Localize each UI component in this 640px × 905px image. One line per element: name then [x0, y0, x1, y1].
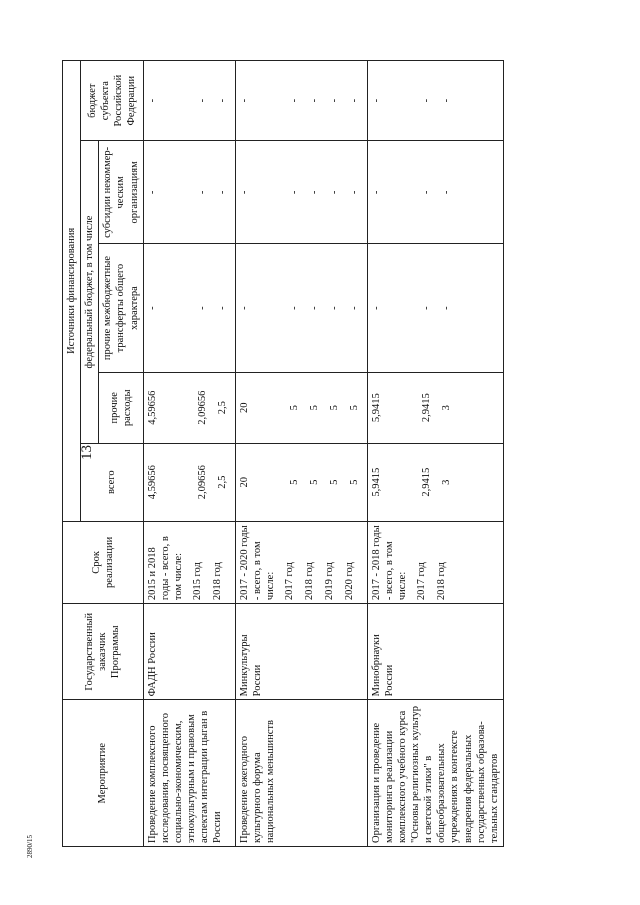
cell-term — [235, 521, 367, 603]
line-regional: - — [146, 98, 158, 103]
cell-other-expenses — [367, 372, 503, 443]
line-transfers: - — [370, 306, 382, 310]
footer-code: 2890/15 — [26, 835, 34, 858]
line-transfers: - — [348, 306, 360, 310]
line-term: 2017 - 2018 годы - всего, в том числе: — [370, 525, 408, 601]
line-subsidies: - — [328, 190, 340, 195]
page-number: 13 — [79, 445, 95, 460]
line-term: 2018 год — [436, 562, 447, 601]
header-activity: Мероприятие — [63, 700, 144, 847]
header-customer: Государственный заказчик Программы — [63, 604, 144, 700]
table-row — [235, 61, 367, 847]
line-term: 2015 и 2018 годы - всего, в том числе: — [146, 536, 184, 601]
cell-other-expenses — [143, 372, 235, 443]
line-other: 2,09656 — [196, 390, 208, 425]
line-term: 2018 год — [212, 562, 223, 601]
line-other: 5 — [308, 405, 320, 411]
cell-regional — [235, 61, 367, 141]
line-transfers: - — [328, 306, 340, 310]
cell-transfers — [235, 244, 367, 372]
line-term: 2015 год — [192, 562, 203, 601]
line-transfers: - — [440, 306, 452, 310]
line-regional: - — [420, 98, 432, 103]
cell-subsidies — [143, 141, 235, 244]
line-term: 2017 год — [416, 562, 427, 601]
line-transfers: - — [288, 306, 300, 310]
line-term: 2017 год — [284, 562, 295, 601]
line-term: 2020 год — [344, 562, 355, 601]
cell-customer: Минобрнауки России — [367, 604, 503, 700]
header-other-expenses: прочие расходы — [99, 372, 143, 443]
line-regional: - — [328, 98, 340, 103]
line-other: 5 — [328, 405, 340, 411]
line-other: 5 — [348, 405, 360, 411]
cell-total — [367, 443, 503, 521]
line-regional: - — [308, 98, 320, 103]
cell-activity: Проведение ежегодного культурного форума национальных меньшинств — [235, 700, 367, 847]
line-other: 5 — [288, 405, 300, 411]
line-regional: - — [440, 98, 452, 103]
line-regional: - — [370, 98, 382, 103]
line-regional: - — [216, 98, 228, 103]
line-term: 2019 год — [324, 562, 335, 601]
line-total: 4,59656 — [146, 465, 158, 500]
line-other: 5,9415 — [370, 393, 382, 423]
line-total: 2,9415 — [420, 467, 432, 497]
line-other: 2,5 — [216, 401, 228, 415]
cell-customer: ФАДН России — [143, 604, 235, 700]
line-regional: - — [288, 98, 300, 103]
cell-total — [235, 443, 367, 521]
cell-transfers — [367, 244, 503, 372]
line-total: 5 — [288, 479, 300, 485]
line-subsidies: - — [370, 190, 382, 195]
line-subsidies: - — [238, 190, 250, 195]
line-total: 2,5 — [216, 475, 228, 489]
line-total: 5 — [348, 479, 360, 485]
line-subsidies: - — [440, 190, 452, 195]
line-other: 4,59656 — [146, 390, 158, 425]
line-total: 5 — [328, 479, 340, 485]
line-other: 3 — [440, 405, 452, 411]
line-regional: - — [238, 98, 250, 103]
line-subsidies: - — [216, 190, 228, 195]
line-subsidies: - — [146, 190, 158, 195]
table-row — [367, 61, 503, 847]
line-total: 5,9415 — [370, 467, 382, 497]
line-subsidies: - — [196, 190, 208, 195]
header-term: Срок реализации — [63, 521, 144, 603]
line-subsidies: - — [308, 190, 320, 195]
header-transfers: прочие межбюджетные трансферты общего характера — [99, 244, 143, 372]
line-total: 2,09656 — [196, 465, 208, 500]
line-total: 20 — [238, 476, 250, 488]
line-term: 2017 - 2020 годы - всего, в том числе: — [238, 525, 276, 601]
line-regional: - — [348, 98, 360, 103]
cell-transfers — [143, 244, 235, 372]
line-other: 20 — [238, 402, 250, 413]
line-subsidies: - — [348, 190, 360, 195]
table-row — [143, 61, 235, 847]
header-federal: федеральный бюджет, в том числе — [81, 141, 99, 443]
line-total: 3 — [440, 479, 452, 485]
header-subsidies: субсидии некоммер-ческим организациям — [99, 141, 143, 244]
line-regional: - — [196, 98, 208, 103]
cell-regional — [143, 61, 235, 141]
cell-activity: Проведение комплексного исследования, посвященного социально-экономическим, этнокультурным и правовым аспектам интеграции цыган в России — [143, 700, 235, 847]
line-transfers: - — [238, 306, 250, 310]
cell-subsidies — [235, 141, 367, 244]
cell-subsidies — [367, 141, 503, 244]
header-regional: бюджет субъекта Российской Федерации — [81, 61, 144, 141]
table-body — [143, 61, 503, 847]
line-transfers: - — [216, 306, 228, 310]
cell-term — [143, 521, 235, 603]
header-sources: Источники финансирования — [63, 61, 81, 522]
line-transfers: - — [196, 306, 208, 310]
header-total: всего — [81, 443, 144, 521]
cell-term — [367, 521, 503, 603]
line-total: 5 — [308, 479, 320, 485]
cell-total — [143, 443, 235, 521]
line-transfers: - — [146, 306, 158, 310]
line-transfers: - — [420, 306, 432, 310]
funding-table — [62, 60, 504, 847]
cell-regional — [367, 61, 503, 141]
line-subsidies: - — [288, 190, 300, 195]
funding-table-wrapper — [62, 60, 622, 847]
line-term: 2018 год — [304, 562, 315, 601]
cell-customer: Минкультуры России — [235, 604, 367, 700]
line-transfers: - — [308, 306, 320, 310]
line-subsidies: - — [420, 190, 432, 195]
cell-activity: Организация и проведение мониторинга реализации комплексного учебного курса "Основы религиозных культур и светской этики" в общеобразовательных учреждениях в контексте внедрения федеральных государственных образова-тельных стандартов — [367, 700, 503, 847]
cell-other-expenses — [235, 372, 367, 443]
line-other: 2,9415 — [420, 393, 432, 423]
